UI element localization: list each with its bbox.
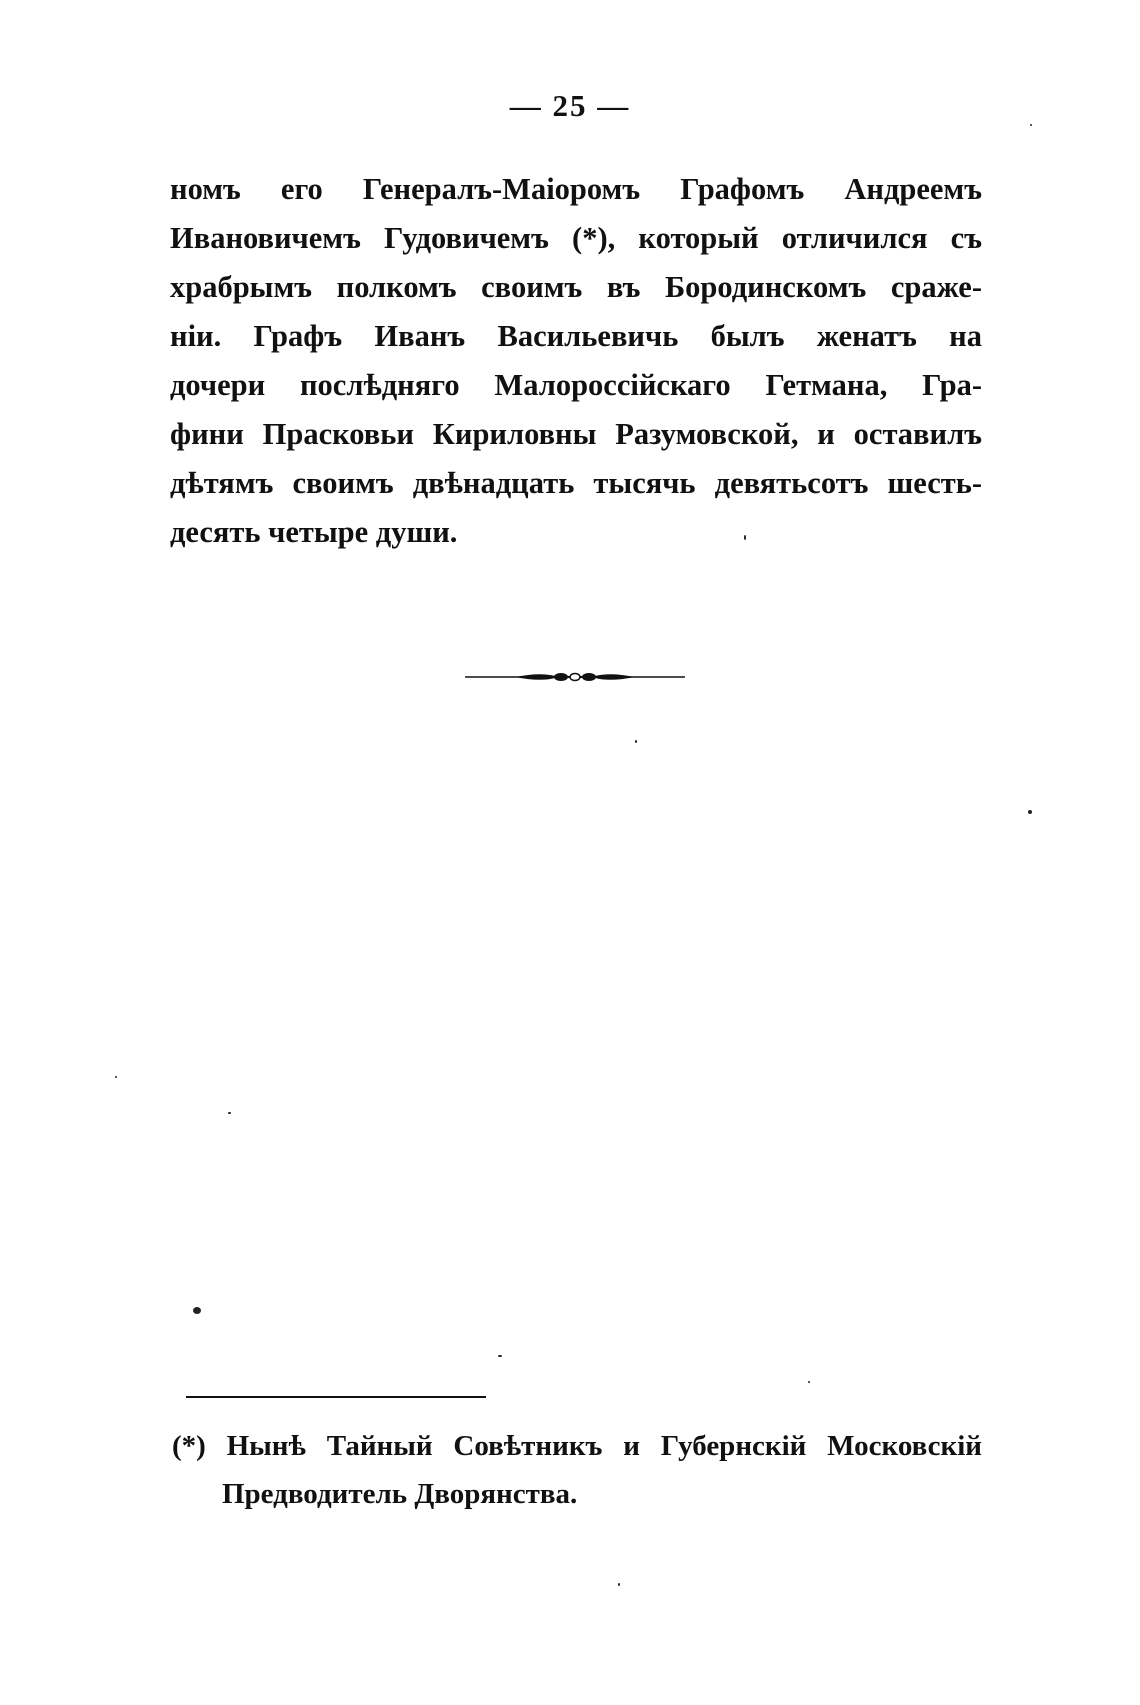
body-line: дѣтямъ своимъ двѣнадцать тысячь девятьсотъ шесть- — [170, 466, 982, 500]
footnote-rule — [186, 1396, 486, 1398]
scan-speck — [1030, 124, 1032, 126]
scan-speck — [1028, 810, 1032, 814]
footnote-line: Предводитель Дворянства. — [222, 1478, 578, 1510]
section-ornament-icon — [465, 670, 685, 684]
body-line: фини Прасковьи Кириловны Разумовской, и оставилъ — [170, 417, 982, 451]
page-number: — 25 — — [509, 88, 631, 123]
footnote — [172, 1422, 982, 1518]
body-line: ніи. Графъ Иванъ Васильевичь былъ женатъ на — [170, 319, 982, 353]
scan-speck — [115, 1076, 117, 1078]
body-line: Ивановичемъ Гудовичемъ (*), который отличился съ — [170, 221, 982, 255]
scan-speck — [193, 1307, 201, 1314]
body-line: десять четыре души. — [170, 515, 458, 549]
body-line: номъ его Генералъ-Маіоромъ Графомъ Андреемъ — [170, 172, 982, 206]
scan-speck — [498, 1355, 502, 1357]
scan-speck — [618, 1583, 620, 1586]
scan-speck — [808, 1381, 810, 1383]
scan-speck — [744, 535, 746, 540]
footnote-line: (*) Нынѣ Тайный Совѣтникъ и Губернскій Московскій — [172, 1430, 982, 1462]
body-line: храбрымъ полкомъ своимъ въ Бородинскомъ сраже- — [170, 270, 982, 304]
body-line: дочери послѣдняго Малороссійскаго Гетмана, Гра- — [170, 368, 982, 402]
scan-speck — [228, 1112, 231, 1114]
body-paragraph — [170, 165, 982, 557]
scan-speck — [635, 740, 637, 743]
